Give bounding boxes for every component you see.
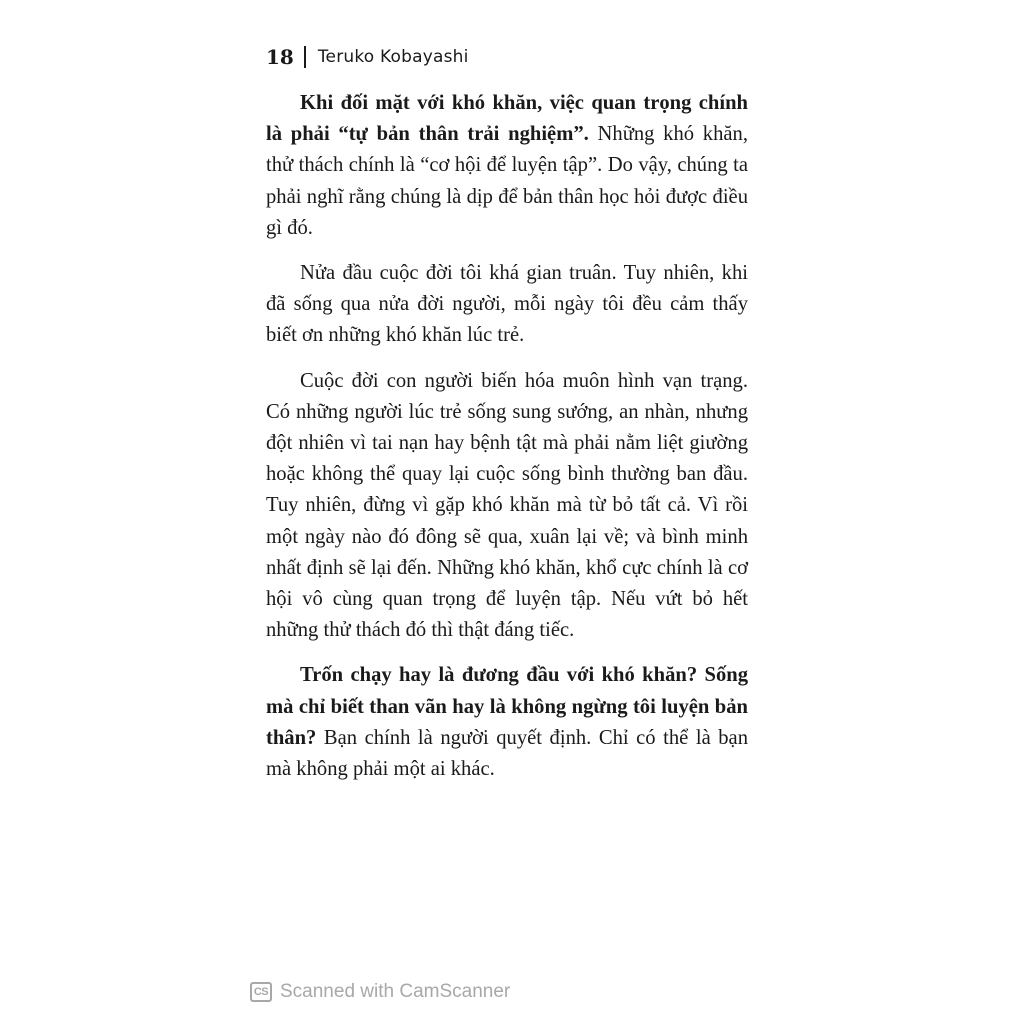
author-name: Teruko Kobayashi <box>317 47 469 67</box>
paragraph-3 <box>266 366 748 647</box>
camscanner-logo-icon: CS <box>250 982 272 1002</box>
paragraph-4-text: Bạn chính là người quyết định. Chỉ có thể là bạn mà không phải một ai khác. <box>266 726 748 781</box>
paragraph-1 <box>266 88 748 244</box>
paragraph-2 <box>266 258 748 352</box>
paragraph-2-text: Nửa đầu cuộc đời tôi khá gian truân. Tuy nhiên, khi đã sống qua nửa đời người, mỗi ngày tôi đều cảm thấy biết ơn những khó khăn lúc trẻ. <box>266 262 748 347</box>
watermark-text: Scanned with CamScanner <box>280 981 511 1002</box>
header-divider <box>304 46 306 68</box>
body-text <box>266 88 748 785</box>
scanner-watermark <box>250 979 510 1005</box>
paragraph-1-text: Những khó khăn, thử thách chính là “cơ hội để luyện tập”. Do vậy, chúng ta phải nghĩ rằng chúng là dịp để bản thân học hỏi được điều gì đó. <box>266 123 748 239</box>
page-number: 18 <box>266 45 294 69</box>
paragraph-3-text: Cuộc đời con người biến hóa muôn hình vạn trạng. Có những người lúc trẻ sống sung sướng, an nhàn, nhưng đột nhiên vì tai nạn hay bệnh tật mà phải nằm liệt giường hoặc không thể quay lại cuộc sống bình thường ban đầu. Tuy nhiên, đừng vì gặp khó khăn mà từ bỏ tất cả. Vì rồi một ngày nào đó đông sẽ qua, xuân lại về; và bình minh nhất định sẽ lại đến. Những khó khăn, khổ cực chính là cơ hội vô cùng quan trọng để luyện tập. Nếu vứt bỏ hết những thử thách đó thì thật đáng tiếc. <box>266 369 748 642</box>
running-header <box>266 42 469 72</box>
paragraph-4 <box>266 660 748 785</box>
paragraph-4-bold: Trốn chạy hay là đương đầu với khó khăn? Sống mà chỉ biết than vãn hay là không ngừng tôi luyện bản thân? <box>266 664 748 749</box>
paragraph-1-bold: Khi đối mặt với khó khăn, việc quan trọng chính là phải “tự bản thân trải nghiệm”. <box>266 92 748 146</box>
